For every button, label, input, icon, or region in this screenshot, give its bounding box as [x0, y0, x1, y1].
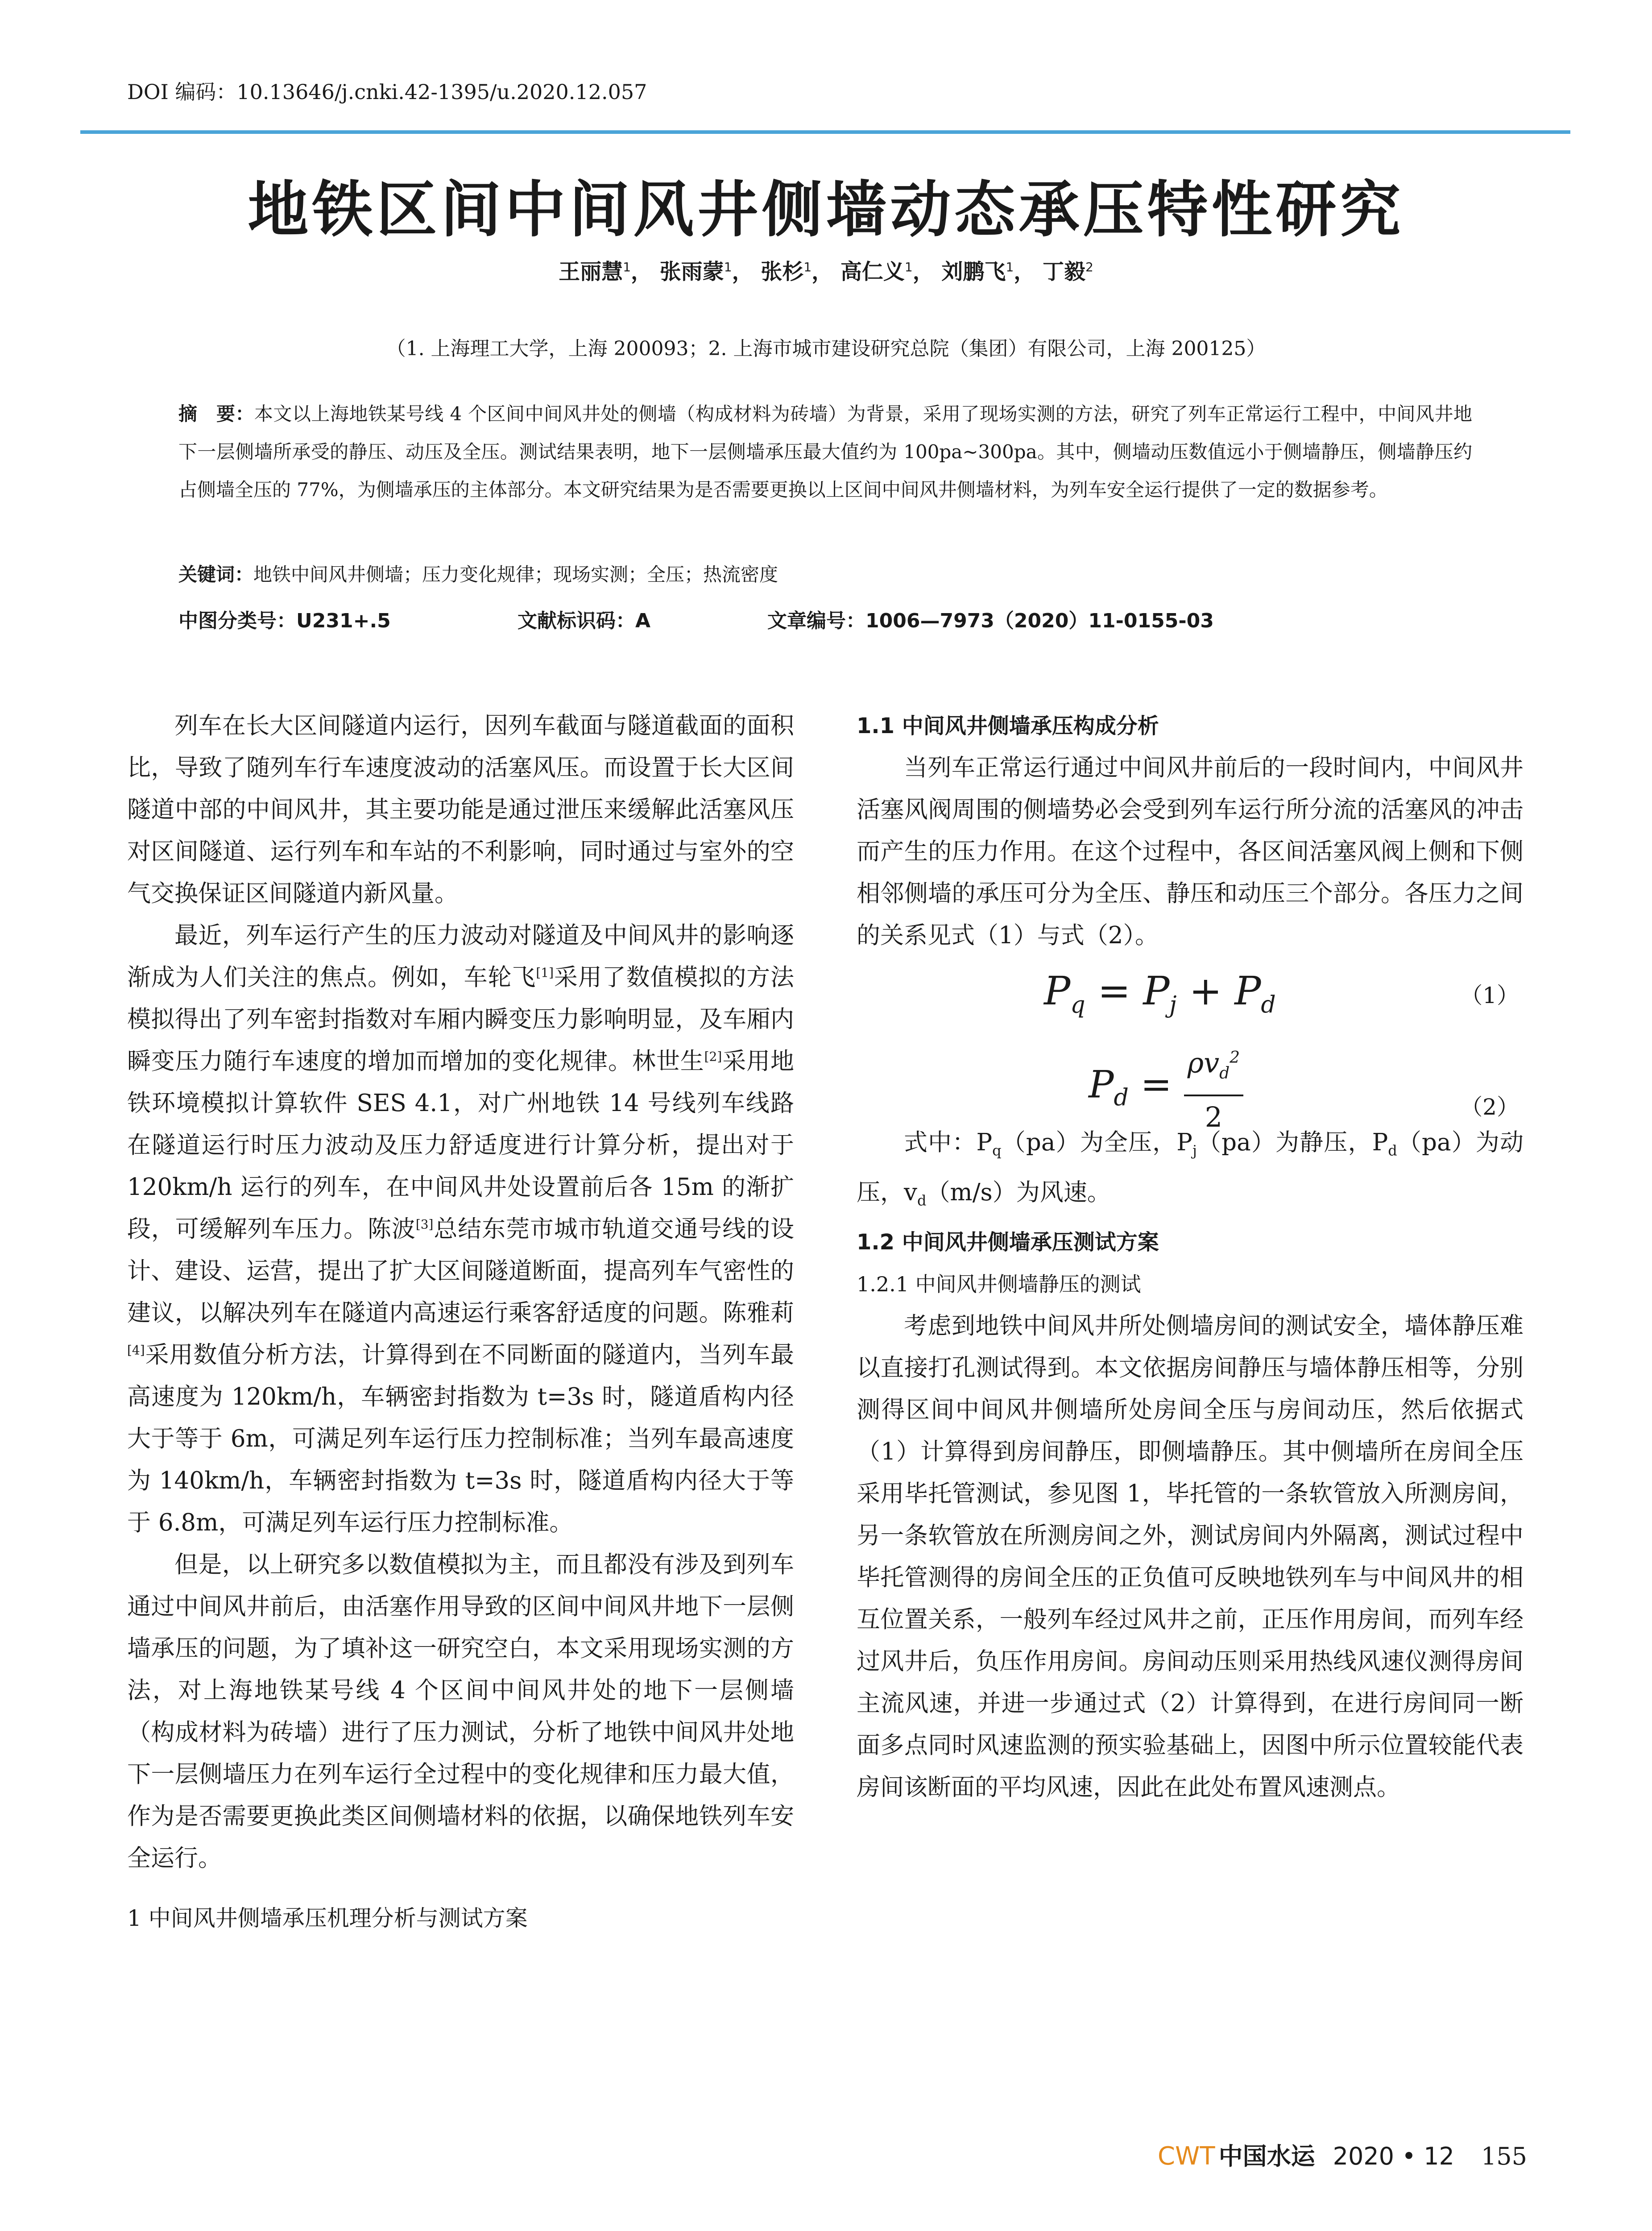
journal-name: 中国水运	[1218, 2142, 1315, 2170]
equation-number: （2）	[1460, 1094, 1519, 1120]
author-name: 张雨蒙	[659, 259, 724, 284]
author-list: 王丽慧$^1$， 张雨蒙$^1$， 张杉$^1$， 高仁义$^1$， 刘鹏飞$^1$， 丁毅$^2$	[559, 259, 1093, 284]
variable-definitions: 式中：$P_q(pa)$为全压，$P_j(pa)$为静压，$P_d(pa)$为动压，$v_d(m/s)$为风速。	[857, 1129, 1524, 1209]
equation-2	[857, 1033, 1524, 1134]
keywords-text: 地铁中间风井侧墙；压力变化规律；现场实测；全压；热流密度	[253, 564, 778, 585]
citation-ref: [1]	[536, 965, 554, 980]
equation-1	[857, 957, 1524, 1033]
paragraph: 最近，列车运行产生的压力波动对隧道及中间风井的影响逐渐成为人们关注的焦点。例如，车轮飞[1]采用了数值模拟的方法模拟得出了列车密封指数对车厢内瞬变压力影响明显，及车厢内瞬变压力随行车速度的增加而增加的变化规律。林世生[2]采用地铁环境模拟计算软件 SES 4.1，对广州地铁 14 号线列车线路在隧道运行时压力波动及压力舒适度进行计算分析，提出对于 120km/h 运行的列车，在中间风井处设置前后各 15m 的渐扩段，可缓解列车压力。陈波[3]总结东莞市城市轨道交通号线的设计、建设、运营，提出了扩大区间隧道断面，提高列车气密性的建议，以解决列车在隧道内高速运行乘客舒适度的问题。陈雅莉[4]采用数值分析方法，计算得到在不同断面的隧道内，当列车最高速度为 120km/h，车辆密封指数为 t=3s 时，隧道盾构内径大于等于 6m，可满足列车运行压力控制标准；当列车最高速度为 140km/h，车辆密封指数为 t=3s 时，隧道盾构内径大于等于 6.8m，可满足列车运行压力控制标准。	[127, 922, 795, 1536]
author-affil-mark: 2	[1085, 260, 1093, 274]
header-rule	[80, 130, 1570, 134]
author-name: 刘鹏飞	[941, 259, 1006, 284]
subsection-heading: 1.2 中间风井侧墙承压测试方案	[857, 1230, 1159, 1255]
page-footer	[1158, 2137, 1527, 2172]
subsubsection-heading: 1.2.1 中间风井侧墙静压的测试	[857, 1272, 1141, 1297]
paragraph: 考虑到地铁中间风井所处侧墙房间的测试安全，墙体静压难以直接打孔测试得到。本文依据房间静压与墙体静压相等，分别测得区间中间风井侧墙所处房间全压与房间动压，然后依据式（1）计算得到房间静压，即侧墙静压。其中侧墙所在房间全压采用毕托管测试，参见图 1，毕托管的一条软管放入所测房间，另一条软管放在所测房间之外，测试房间内外隔离，测试过程中毕托管测得的房间全压的正负值可反映地铁列车与中间风井的相互位置关系，一般列车经过风井之前，正压作用房间，而列车经过风井后，负压作用房间。房间动压则采用热线风速仪测得房间主流风速，并进一步通过式（2）计算得到，在进行房间同一断面多点同时风速监测的预实验基础上，因图中所示位置较能代表房间该断面的平均风速，因此在此处布置风速测点。	[857, 1312, 1524, 1801]
citation-ref: [4]	[127, 1343, 145, 1358]
abstract-label: 摘 要：	[178, 403, 254, 425]
subsection-heading: 1.1 中间风井侧墙承压构成分析	[857, 713, 1159, 738]
paper-title: 地铁区间中间风井侧墙动态承压特性研究	[248, 174, 1404, 245]
left-column	[127, 705, 794, 1939]
author-affil-mark: 1	[904, 260, 913, 274]
author-name: 王丽慧	[559, 259, 623, 284]
abstract	[178, 395, 1472, 509]
keywords	[178, 560, 1472, 587]
right-column	[857, 705, 1524, 1808]
citation-ref: [3]	[415, 1217, 434, 1232]
equation-formula: $P_q = P_j + P_d$	[1044, 968, 1276, 1019]
paragraph: 列车在长大区间隧道内运行，因列车截面与隧道截面的面积比，导致了随列车行车速度波动的活塞风压。而设置于长大区间隧道中部的中间风井，其主要功能是通过泄压来缓解此活塞风压对区间隧道、运行列车和车站的不利影响，同时通过与室外的空气交换保证区间隧道内新风量。	[127, 712, 794, 907]
issue-date: 2020 • 12	[1333, 2142, 1454, 2170]
keywords-label: 关键词：	[178, 564, 254, 585]
abstract-text: 本文以上海地铁某号线 4 个区间中间风井处的侧墙（构成材料为砖墙）为背景，采用了现场实测的方法，研究了列车正常运行工程中，中间风井地下一层侧墙所承受的静压、动压及全压。测试结果表明，地下一层侧墙承压最大值约为 100pa~300pa。其中，侧墙动压数值远小于侧墙静压，侧墙静压约占侧墙全压的 77%，为侧墙承压的主体部分。本文研究结果为是否需要更换以上区间中间风井侧墙材料，为列车安全运行提供了一定的数据参考。	[178, 403, 1472, 501]
classification-line	[178, 605, 1472, 633]
author-name: 张杉	[761, 259, 804, 284]
document-code: 文献标识码：A	[518, 610, 651, 632]
author-affil-mark: 1	[724, 260, 732, 274]
paragraph: 当列车正常运行通过中间风井前后的一段时间内，中间风井活塞风阀周围的侧墙势必会受到列车运行所分流的活塞风的冲击而产生的压力作用。在这个过程中，各区间活塞风阀上侧和下侧相邻侧墙的承压可分为全压、静压和动压三个部分。各压力之间的关系见式（1）与式（2）。	[857, 754, 1524, 949]
section-heading: 1 中间风井侧墙承压机理分析与测试方案	[127, 1905, 528, 1931]
author-name: 丁毅	[1042, 259, 1085, 284]
doi-line: DOI 编码：10.13646/j.cnki.42-1395/u.2020.12.057	[127, 80, 647, 104]
author-affil-mark: 1	[623, 260, 631, 274]
affiliations: （1. 上海理工大学，上海 200093；2. 上海市城市建设研究总院（集团）有限公司，上海 200125）	[386, 337, 1266, 360]
clc-number: 中图分类号：U231+.5	[178, 610, 391, 632]
page-number: 155	[1481, 2142, 1527, 2170]
citation-ref: [2]	[704, 1049, 722, 1064]
paragraph: 但是，以上研究多以数值模拟为主，而且都没有涉及到列车通过中间风井前后，由活塞作用导致的区间中间风井地下一层侧墙承压的问题，为了填补这一研究空白，本文采用现场实测的方法，对上海地铁某号线 4 个区间中间风井处的地下一层侧墙（构成材料为砖墙）进行了压力测试，分析了地铁中间风井处地下一层侧墙压力在列车运行全过程中的变化规律和压力最大值，作为是否需要更换此类区间侧墙材料的依据，以确保地铁列车安全运行。	[127, 1551, 794, 1872]
author-affil-mark: 1	[803, 260, 812, 274]
author-name: 高仁义	[840, 259, 905, 284]
journal-logo: CWT	[1157, 2142, 1215, 2171]
equation-number: （1）	[1460, 983, 1519, 1008]
author-affil-mark: 1	[1006, 260, 1014, 274]
equation-formula: $P_d$ = $\frac{\rho v_d^2}{2}$	[1089, 1037, 1243, 1138]
article-number: 文章编号：1006—7973（2020）11-0155-03	[767, 610, 1214, 632]
